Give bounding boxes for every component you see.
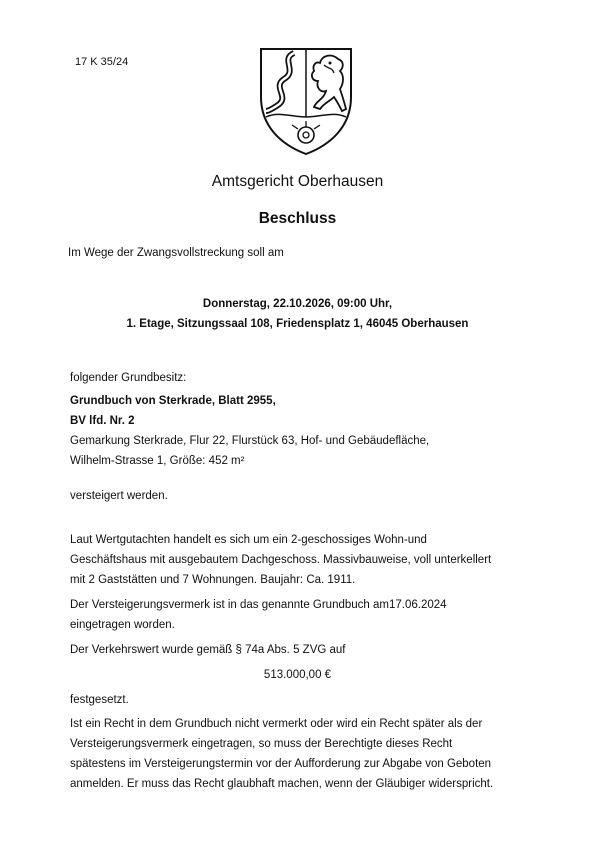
- document-title: Beschluss: [258, 210, 337, 227]
- market-value-intro: Der Verkehrswert wurde gemäß § 74a Abs. 5 ZVG auf: [70, 644, 346, 656]
- market-value-outro: festgesetzt.: [70, 694, 129, 706]
- property-label: folgender Grundbesitz:: [70, 372, 187, 384]
- valuation-line: Laut Wertgutachten handelt es sich um ein 2-geschossiges Wohn-und: [70, 534, 427, 546]
- auction-clause: versteigert werden.: [70, 490, 168, 502]
- rights-notice-line: Versteigerungsvermerk eingetragen, so muss der Berechtigte dieses Recht: [70, 738, 453, 750]
- valuation-line: mit 2 Gaststätten und 7 Wohnungen. Baujahr: Ca. 1911.: [70, 574, 356, 586]
- property-address: Wilhelm-Strasse 1, Größe: 452 m²: [70, 455, 245, 467]
- appointment-location: 1. Etage, Sitzungssaal 108, Friedensplatz 1, 46045 Oberhausen: [126, 318, 469, 330]
- intro-text: Im Wege der Zwangsvollstreckung soll am: [68, 247, 284, 259]
- rights-notice-line: Ist ein Recht in dem Grundbuch nicht vermerkt oder wird ein Recht später als der: [70, 718, 483, 730]
- registration-line: eingetragen worden.: [70, 619, 175, 631]
- coat-of-arms-icon: [258, 45, 354, 157]
- property-parcel: Gemarkung Sterkrade, Flur 22, Flurstück 63, Hof- und Gebäudefläche,: [70, 435, 430, 447]
- valuation-line: Geschäftshaus mit ausgebautem Dachgeschoss. Massivbauweise, voll unterkellert: [70, 554, 492, 566]
- appointment-date: Donnerstag, 22.10.2026, 09:00 Uhr,: [202, 298, 393, 310]
- property-bv: BV lfd. Nr. 2: [70, 415, 135, 427]
- case-number: 17 K 35/24: [75, 56, 129, 68]
- rights-notice-line: spätestens im Versteigerungstermin vor der Aufforderung zur Abgabe von Geboten: [70, 758, 492, 770]
- rights-notice-line: anmelden. Er muss das Recht glaubhaft machen, wenn der Gläubiger widerspricht.: [70, 778, 494, 790]
- market-value-amount: 513.000,00 €: [263, 669, 332, 681]
- court-name: Amtsgericht Oberhausen: [211, 173, 384, 190]
- property-register: Grundbuch von Sterkrade, Blatt 2955,: [70, 395, 276, 407]
- registration-line: Der Versteigerungsvermerk ist in das genannte Grundbuch am17.06.2024: [70, 599, 447, 611]
